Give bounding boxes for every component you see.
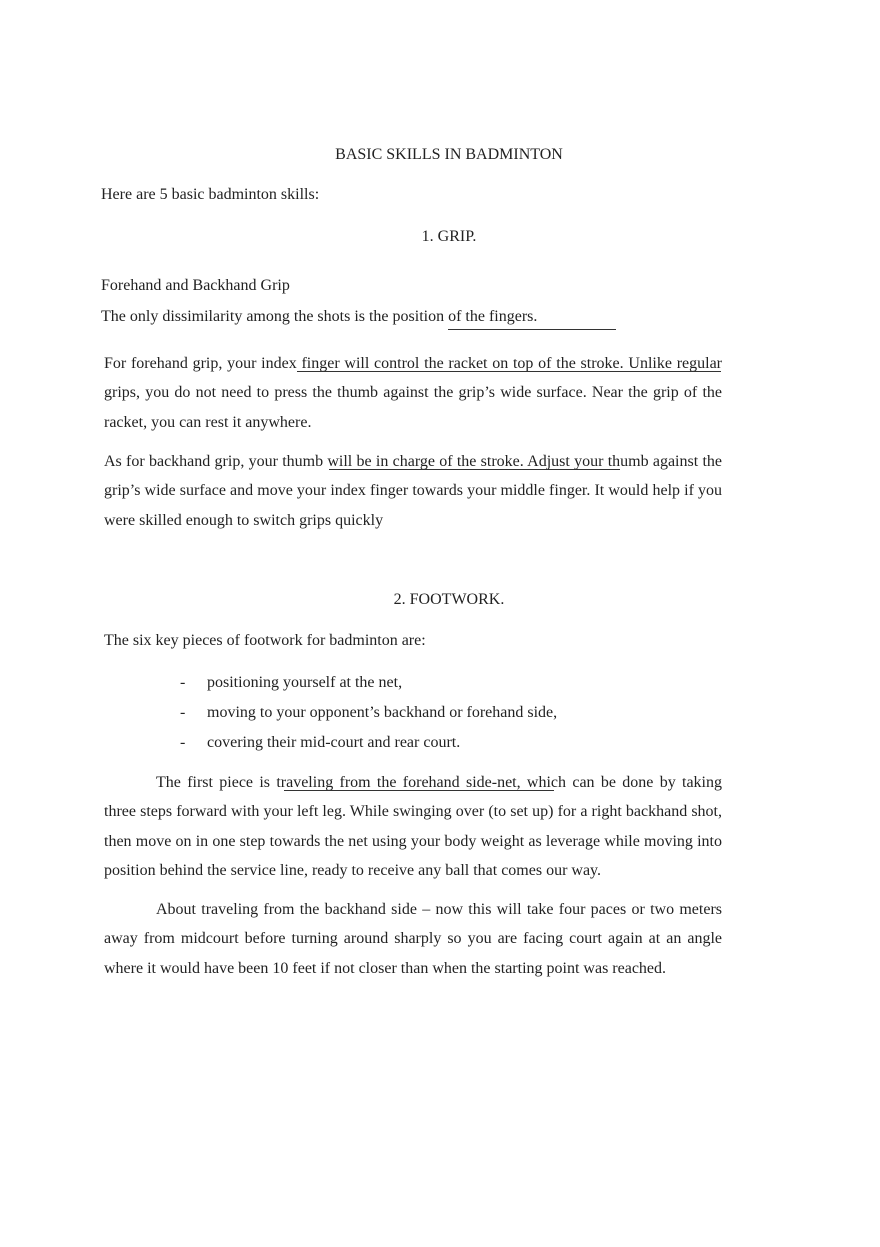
document-title: BASIC SKILLS IN BADMINTON [335, 146, 563, 163]
list-item [180, 728, 557, 758]
underline-mark [329, 469, 620, 470]
grip-subheading: Forehand and Backhand Grip [101, 277, 290, 294]
list-item [180, 698, 557, 728]
list-item-text: covering their mid-court and rear court. [207, 734, 461, 751]
footwork-lead: The six key pieces of footwork for badminton are: [104, 632, 426, 649]
intro-text: Here are 5 basic badminton skills: [101, 186, 320, 203]
bullet-marker: - [180, 734, 186, 751]
bullet-marker: - [180, 674, 186, 691]
forehand-grip-paragraph: For forehand grip, your index finger will control the racket on top of the stroke. Unlike regular grips, you do not need to press the thumb against the grip’s wide surface. Near the grip of the racket, you can rest it anywhere. [104, 355, 722, 431]
bullet-marker: - [180, 704, 186, 721]
list-item [180, 668, 557, 698]
grip-first-line: The only dissimilarity among the shots is the position of the fingers. [101, 308, 538, 325]
section-heading-footwork: 2. FOOTWORK. [393, 591, 505, 608]
underline-mark [448, 329, 616, 330]
underline-mark [297, 371, 721, 372]
backhand-footwork-paragraph: About traveling from the backhand side – now this will take four paces or two meters away from midcourt before turning around sharply so you are facing court again at an angle where it would have been 10 feet if not closer than when the starting point was reached. [104, 901, 722, 977]
section-heading-grip: 1. GRIP. [421, 228, 477, 245]
forehand-footwork-paragraph: The first piece is traveling from the forehand side-net, which can be done by taking three steps forward with your left leg. While swinging over (to set up) for a right backhand shot, then move on in one step towards the net using your body weight as leverage while moving into position behind the service line, ready to receive any ball that comes our way. [104, 774, 722, 879]
footwork-list [180, 668, 557, 758]
list-item-text: moving to your opponent’s backhand or forehand side, [207, 704, 558, 721]
backhand-grip-paragraph: As for backhand grip, your thumb will be in charge of the stroke. Adjust your thumb against the grip’s wide surface and move your index finger towards your middle finger. It would help if you were skilled enough to switch grips quickly [104, 453, 722, 529]
list-item-text: positioning yourself at the net, [207, 674, 403, 691]
underline-mark [284, 790, 554, 791]
